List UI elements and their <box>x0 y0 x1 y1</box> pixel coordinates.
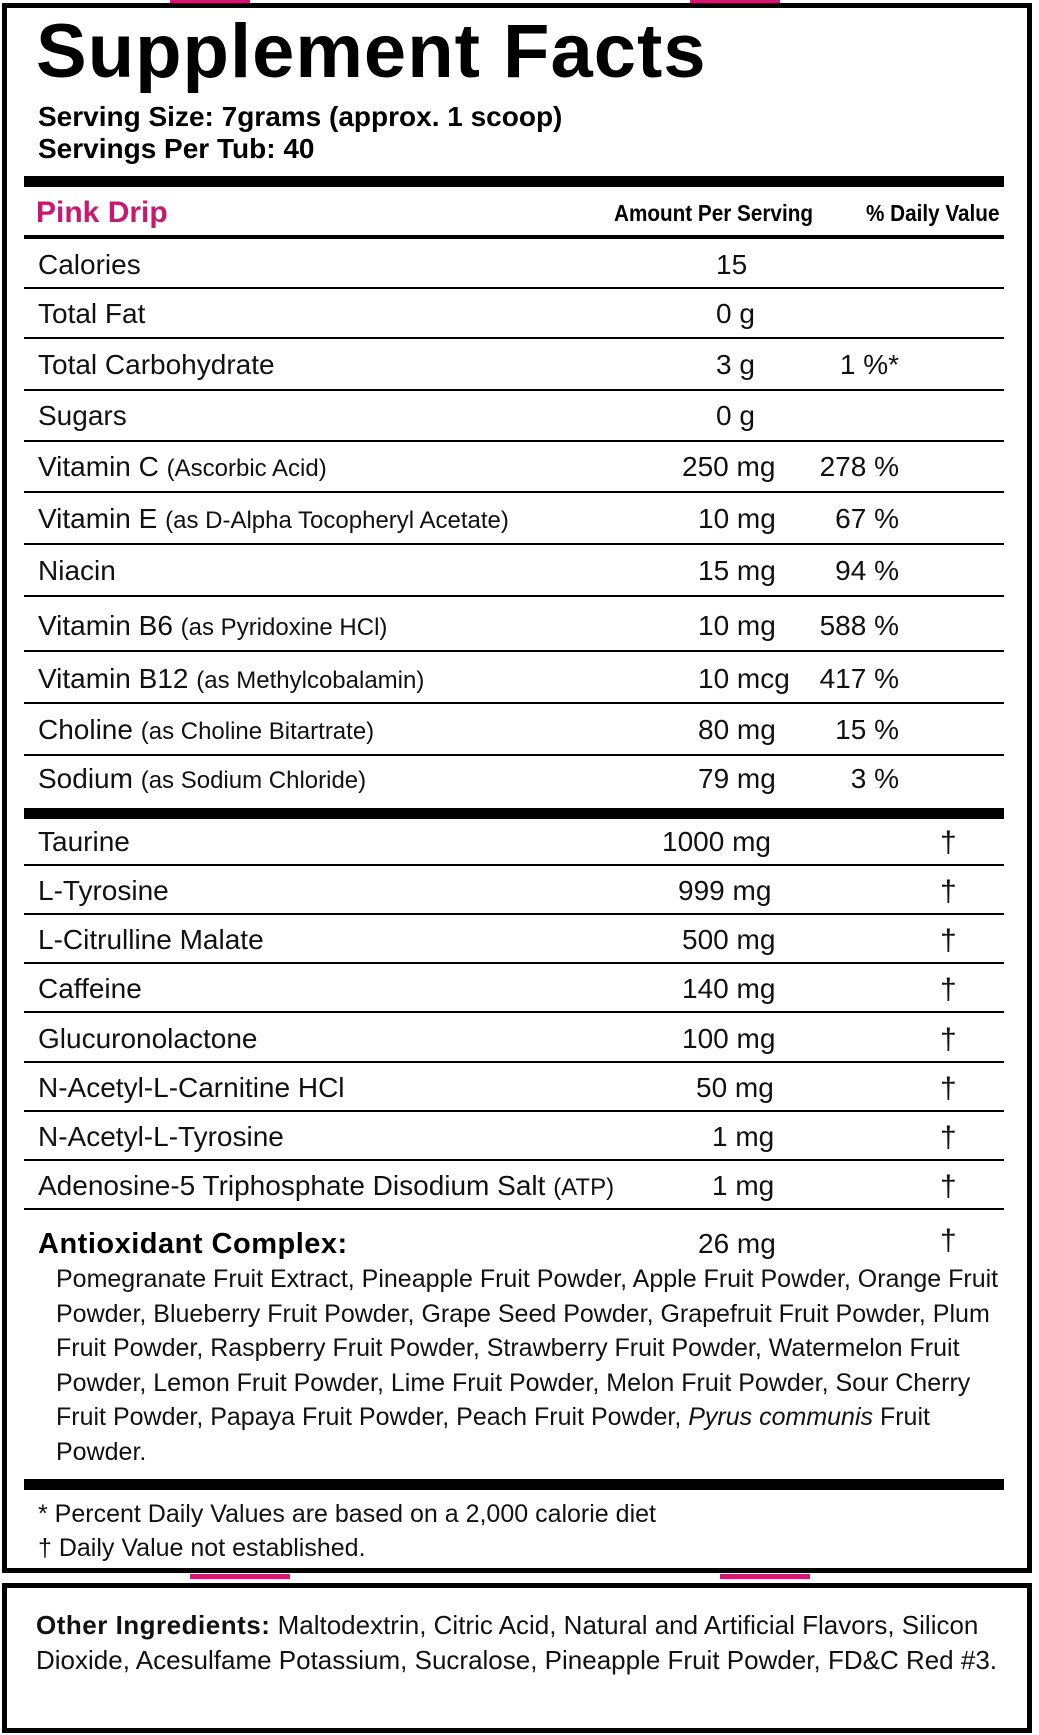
antioxidant-list-text: Pomegranate Fruit Extract, Pineapple Fruit Powder, Apple Fruit Powder, Orange Fruit Powder, Blueberry Fruit Powder, Grape Seed Powder, Grapefruit Fruit Powder, Plum Fruit Powder, Raspberry Fruit Powder, Strawberry Fruit Powder, Watermelon Fruit Powder, Lemon Fruit Powder, Lime Fruit Powder, Melon Fruit Powder, Sour Cherry Fruit Powder, Papaya Fruit Powder, Peach Fruit Powder, <box>56 1265 999 1431</box>
nutrient-name-main: Vitamin C <box>38 451 159 482</box>
nutrient-name <box>38 1072 345 1104</box>
daily-value: 67 % <box>835 503 899 534</box>
nutrient-name <box>38 1121 284 1153</box>
row-divider <box>24 543 1004 545</box>
nutrient-name-main: Choline <box>38 714 133 745</box>
table-row <box>0 1170 1039 1203</box>
table-row <box>0 451 1039 481</box>
nutrient-name <box>38 663 424 695</box>
antioxidant-ingredient-list <box>56 1262 1001 1469</box>
other-ingredients <box>36 1608 1006 1678</box>
servings-value: 40 <box>283 133 315 164</box>
pink-accent-mid-right <box>720 1574 810 1579</box>
row-divider <box>24 595 1004 597</box>
row-divider <box>24 1110 1004 1112</box>
nutrient-name <box>38 924 264 956</box>
nutrient-amount: 1000 mg <box>662 826 771 857</box>
nutrient-name-main: Taurine <box>38 826 130 857</box>
nutrient-amount: 3 g <box>716 349 755 380</box>
daily-value: 588 % <box>819 610 899 641</box>
row-divider <box>24 913 1004 915</box>
nutrient-amount: 1 mg <box>712 1121 775 1152</box>
nutrient-name <box>38 1170 614 1202</box>
nutrient-name <box>38 763 366 795</box>
nutrient-name-main: Caffeine <box>38 973 142 1004</box>
nutrient-amount: 10 mcg <box>698 663 790 694</box>
servings-per-container <box>38 135 314 163</box>
row-divider <box>24 389 1004 391</box>
nutrient-name-main: Total Fat <box>38 298 146 329</box>
nutrient-name-main: Adenosine-5 Triphosphate Disodium Salt <box>38 1170 546 1201</box>
nutrient-name <box>38 875 169 907</box>
table-row <box>0 298 1039 328</box>
row-divider <box>24 864 1004 866</box>
table-row <box>0 1023 1039 1056</box>
nutrient-name-main: Niacin <box>38 555 116 586</box>
bottom-divider <box>24 1479 1004 1490</box>
servings-label: Servings Per Tub: <box>38 133 276 164</box>
nutrient-amount: 250 mg <box>682 451 776 482</box>
table-row <box>0 249 1039 279</box>
page-title: Supplement Facts <box>36 9 707 94</box>
nutrient-amount: 100 mg <box>682 1023 776 1054</box>
antioxidant-amount: 26 mg <box>698 1228 776 1259</box>
other-ingredients-text: Maltodextrin, Citric Acid, Natural and Artificial Flavors, Silicon Dioxide, Acesulfame Potassium, Sucralose, Pineapple Fruit Powder, FD&C Red #3. <box>36 1610 998 1675</box>
table-row <box>0 973 1039 1006</box>
nutrient-name-detail: (as Methylcobalamin) <box>196 667 425 694</box>
nutrient-amount: 999 mg <box>678 875 772 906</box>
nutrient-amount: 500 mg <box>682 924 776 955</box>
nutrient-name-detail: (as Choline Bitartrate) <box>140 718 375 745</box>
nutrient-name <box>38 1023 257 1055</box>
antioxidant-dagger: † <box>940 1224 957 1257</box>
dagger-mark: † <box>940 875 957 908</box>
nutrient-amount: 79 mg <box>698 763 776 794</box>
amount-per-serving-header: Amount Per Serving <box>614 200 813 226</box>
table-row <box>0 1072 1039 1105</box>
nutrient-name-detail: (ATP) <box>553 1174 615 1201</box>
nutrient-name-main: Sugars <box>38 400 127 431</box>
table-row <box>0 763 1039 793</box>
product-name: Pink Drip <box>36 196 168 229</box>
nutrient-amount: 140 mg <box>682 973 776 1004</box>
nutrient-name <box>38 826 130 858</box>
nutrient-name-detail: (as Pyridoxine HCl) <box>180 614 388 641</box>
row-divider <box>24 1061 1004 1063</box>
nutrient-amount: 10 mg <box>698 503 776 534</box>
daily-value: 94 % <box>835 555 899 586</box>
table-row <box>0 663 1039 693</box>
row-divider <box>24 1208 1004 1210</box>
nutrient-amount: 1 mg <box>712 1170 775 1201</box>
antioxidant-label: Antioxidant Complex: <box>38 1228 348 1260</box>
nutrient-amount: 80 mg <box>698 714 776 745</box>
nutrient-name-main: L-Citrulline Malate <box>38 924 264 955</box>
row-divider <box>24 702 1004 704</box>
daily-value: 417 % <box>819 663 899 694</box>
dagger-mark: † <box>940 973 957 1006</box>
nutrient-name <box>38 555 116 587</box>
nutrient-name-main: N-Acetyl-L-Carnitine HCl <box>38 1072 345 1103</box>
table-row <box>0 714 1039 744</box>
antioxidant-list-end: Fruit Powder. <box>56 1403 930 1466</box>
table-row <box>0 349 1039 379</box>
nutrient-amount: 10 mg <box>698 610 776 641</box>
nutrient-name-main: Vitamin B12 <box>38 663 189 694</box>
daily-value: 1 %* <box>839 349 899 380</box>
footnote-dagger: † Daily Value not established. <box>38 1534 366 1562</box>
pink-accent-mid-left <box>190 1574 290 1579</box>
nutrient-name-main: Glucuronolactone <box>38 1023 258 1054</box>
dagger-mark: † <box>940 826 957 859</box>
nutrient-amount: 0 g <box>716 298 755 329</box>
nutrient-amount: 50 mg <box>696 1072 774 1103</box>
dagger-mark: † <box>940 1121 957 1154</box>
table-row <box>0 610 1039 640</box>
nutrient-name <box>38 610 387 642</box>
dagger-mark: † <box>940 1072 957 1105</box>
other-ingredients-label: Other Ingredients: <box>36 1610 271 1640</box>
table-row <box>0 924 1039 957</box>
nutrient-name-main: Calories <box>38 249 141 280</box>
nutrient-name-main: L-Tyrosine <box>38 875 169 906</box>
nutrient-name <box>38 349 275 381</box>
row-divider <box>24 337 1004 339</box>
nutrient-name <box>38 451 327 483</box>
row-divider <box>24 1011 1004 1013</box>
dagger-mark: † <box>940 1170 957 1203</box>
daily-value: 3 % <box>850 763 899 794</box>
serving-size <box>38 103 562 131</box>
nutrient-name-detail: (as Sodium Chloride) <box>140 767 367 794</box>
nutrient-name <box>38 400 127 432</box>
nutrient-name-detail: (as D-Alpha Tocopheryl Acetate) <box>165 507 509 534</box>
header-divider <box>24 235 1004 239</box>
nutrient-name-main: Sodium <box>38 763 133 794</box>
daily-value: 15 % <box>835 714 899 745</box>
nutrient-name-main: Total Carbohydrate <box>38 349 275 380</box>
daily-value-header: % Daily Value <box>866 200 1000 226</box>
nutrient-amount: 15 <box>716 249 748 280</box>
nutrient-name <box>38 714 374 746</box>
row-divider <box>24 491 1004 493</box>
row-divider <box>24 1159 1004 1161</box>
nutrient-name-main: Vitamin E <box>38 503 158 534</box>
nutrient-name <box>38 973 142 1005</box>
table-row <box>0 1121 1039 1154</box>
table-row <box>0 503 1039 533</box>
serving-size-value: 7grams (approx. 1 scoop) <box>221 101 563 132</box>
nutrient-name <box>38 298 145 330</box>
dagger-mark: † <box>940 924 957 957</box>
serving-size-label: Serving Size: <box>38 101 214 132</box>
row-divider <box>24 754 1004 756</box>
table-row <box>0 555 1039 585</box>
top-divider <box>24 176 1004 187</box>
nutrient-name <box>38 503 509 535</box>
row-divider <box>24 287 1004 289</box>
table-row <box>0 875 1039 908</box>
nutrient-amount: 15 mg <box>698 555 776 586</box>
row-divider <box>24 440 1004 442</box>
antioxidant-italic-species: Pyrus communis <box>688 1403 874 1431</box>
nutrient-name-main: Vitamin B6 <box>38 610 173 641</box>
dagger-mark: † <box>940 1023 957 1056</box>
nutrient-amount: 0 g <box>716 400 755 431</box>
nutrient-name <box>38 249 141 281</box>
nutrient-name-main: N-Acetyl-L-Tyrosine <box>38 1121 284 1152</box>
footnote-percent-dv: * Percent Daily Values are based on a 2,000 calorie diet <box>38 1500 656 1528</box>
row-divider <box>24 962 1004 964</box>
daily-value: 278 % <box>819 451 899 482</box>
row-divider <box>24 650 1004 652</box>
mid-divider <box>24 808 1004 819</box>
table-row <box>0 400 1039 430</box>
nutrient-name-detail: (Ascorbic Acid) <box>166 455 327 482</box>
table-row <box>0 826 1039 859</box>
